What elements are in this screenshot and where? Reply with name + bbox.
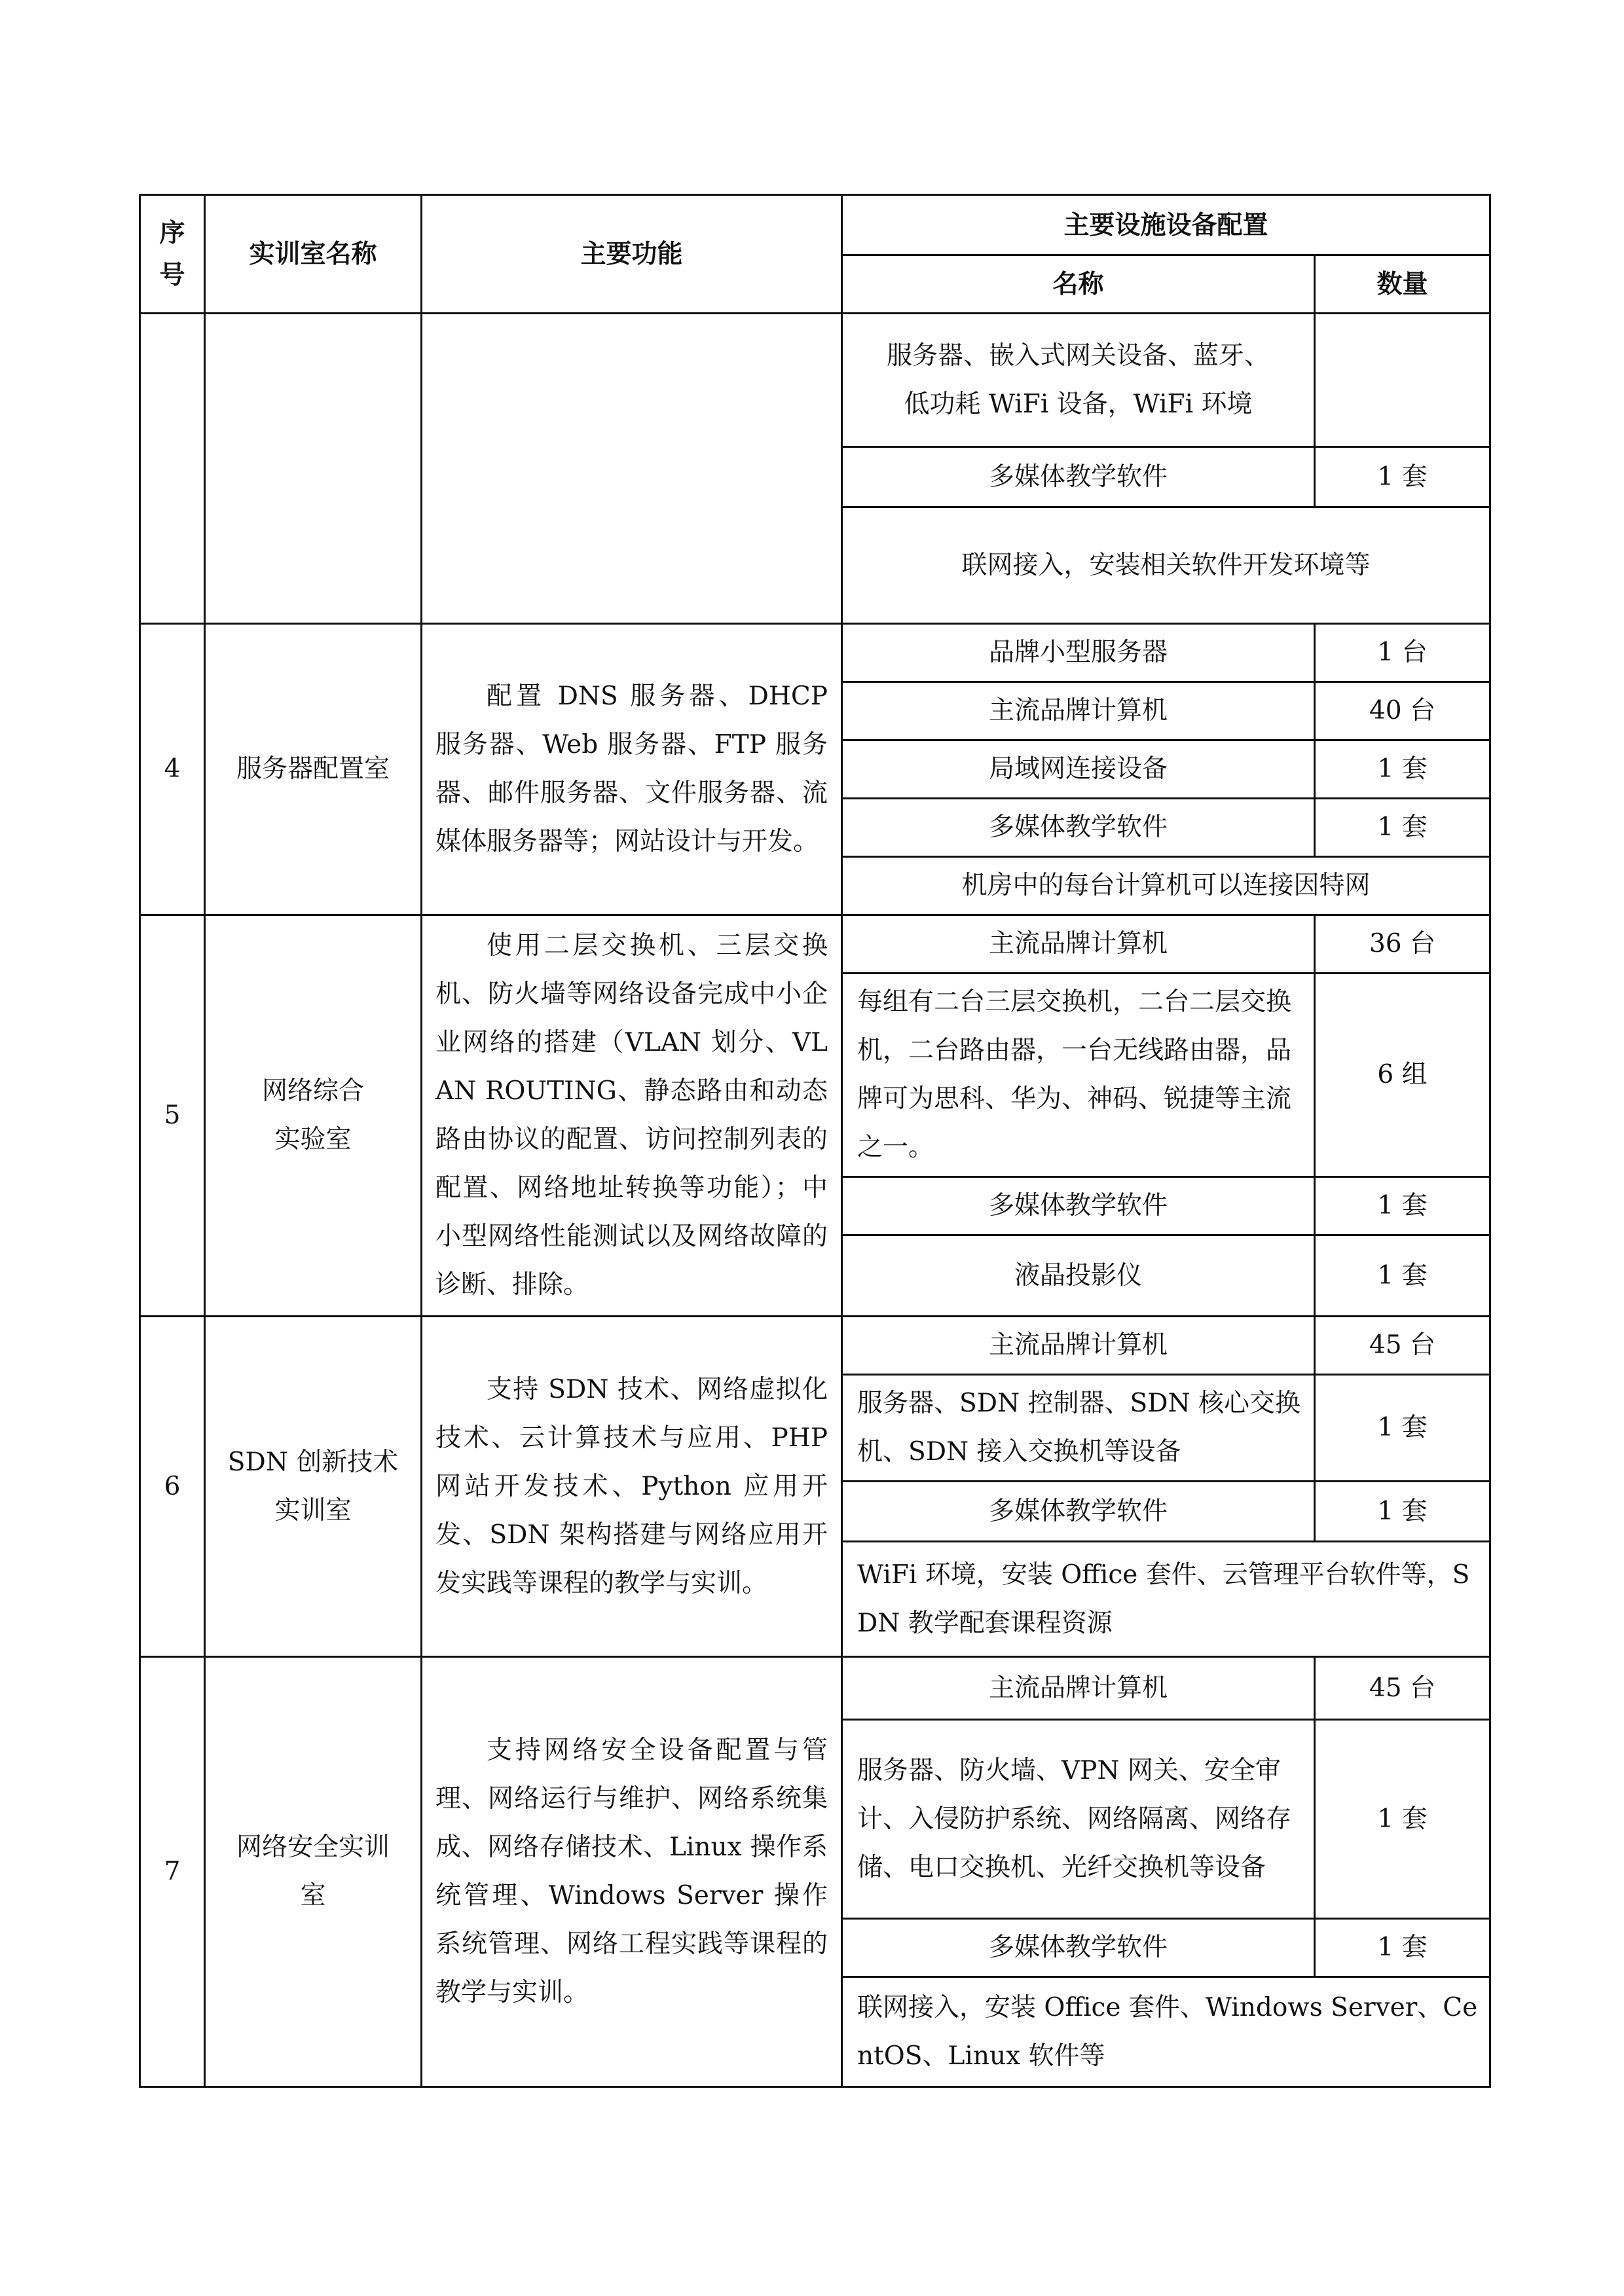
room-name-line: 网络安全实训 [236, 1832, 390, 1862]
item-name-cell: 服务器、防火墙、VPN 网关、安全审计、入侵防护系统、网络隔离、网络存储、电口交换机、光纤交换机等设备 [842, 1720, 1315, 1919]
quantity-cell: 40 台 [1315, 682, 1490, 740]
item-name-cell: 品牌小型服务器 [842, 624, 1315, 682]
quantity-cell: 1 套 [1315, 799, 1490, 857]
quantity-cell [1315, 314, 1490, 447]
room-name-line: 实训室 [274, 1495, 352, 1525]
quantity-cell: 1 套 [1315, 1177, 1490, 1235]
seq-cell: 4 [140, 624, 205, 915]
room-name-line: 实验室 [274, 1125, 352, 1154]
item-name-cell: 多媒体教学软件 [842, 1482, 1315, 1542]
quantity-cell: 36 台 [1315, 915, 1490, 974]
header-quantity: 数量 [1315, 255, 1490, 314]
item-name-cell [842, 314, 1315, 447]
table-row [140, 624, 1490, 682]
quantity-cell: 1 套 [1315, 1919, 1490, 1977]
header-seq [140, 195, 205, 314]
item-name-cell: 每组有二台三层交换机，二台二层交换机，二台路由器，一台无线路由器，品牌可为思科、华为、神码、锐捷等主流之一。 [842, 974, 1315, 1177]
seq-cell: 6 [140, 1317, 205, 1657]
room-name-cell: 服务器配置室 [205, 624, 422, 915]
quantity-cell: 1 套 [1315, 447, 1490, 507]
table-row [140, 314, 1490, 447]
room-name-line: 室 [300, 1881, 326, 1910]
quantity-cell: 1 套 [1315, 1720, 1490, 1919]
item-name-cell: 主流品牌计算机 [842, 682, 1315, 740]
item-name-cell: 主流品牌计算机 [842, 1657, 1315, 1720]
room-name-cell [205, 915, 422, 1317]
note-cell: WiFi 环境，安装 Office 套件、云管理平台软件等，SDN 教学配套课程资源 [842, 1542, 1490, 1657]
header-row [140, 195, 1490, 255]
note-cell: 联网接入，安装 Office 套件、Windows Server、CentOS、Linux 软件等 [842, 1977, 1490, 2087]
function-cell: 支持 SDN 技术、网络虚拟化技术、云计算技术与应用、PHP 网站开发技术、Python 应用开发、SDN 架构搭建与网络应用开发实践等课程的教学与实训。 [422, 1317, 842, 1657]
seq-cell: 5 [140, 915, 205, 1317]
item-name-cell: 多媒体教学软件 [842, 1919, 1315, 1977]
quantity-cell: 45 台 [1315, 1317, 1490, 1375]
quantity-cell: 1 套 [1315, 1482, 1490, 1542]
quantity-cell: 1 套 [1315, 1235, 1490, 1317]
room-name-cell [205, 1657, 422, 2087]
room-name-line: SDN 创新技术 [227, 1447, 399, 1477]
quantity-cell: 6 组 [1315, 974, 1490, 1177]
quantity-cell: 1 套 [1315, 740, 1490, 799]
item-name-cell: 多媒体教学软件 [842, 799, 1315, 857]
item-name-cell: 多媒体教学软件 [842, 447, 1315, 507]
item-name-cell: 主流品牌计算机 [842, 1317, 1315, 1375]
item-name-cell: 多媒体教学软件 [842, 1177, 1315, 1235]
header-function: 主要功能 [422, 195, 842, 314]
item-name-cell: 局域网连接设备 [842, 740, 1315, 799]
room-name-cell [205, 314, 422, 624]
room-name-line: 网络综合 [261, 1076, 364, 1106]
seq-cell: 7 [140, 1657, 205, 2087]
quantity-cell: 1 台 [1315, 624, 1490, 682]
table-row [140, 1657, 1490, 1720]
note-cell: 联网接入，安装相关软件开发环境等 [842, 507, 1490, 624]
lab-equipment-table [139, 194, 1491, 2088]
item-name-cell: 液晶投影仪 [842, 1235, 1315, 1317]
header-seq-line: 序 [159, 218, 185, 248]
function-cell: 配置 DNS 服务器、DHCP 服务器、Web 服务器、FTP 服务器、邮件服务器、文件服务器、流媒体服务器等；网站设计与开发。 [422, 624, 842, 915]
header-seq-line: 号 [159, 260, 185, 290]
header-item-name: 名称 [842, 255, 1315, 314]
item-name-line: 低功耗 WiFi 设备，WiFi 环境 [904, 389, 1253, 419]
item-name-cell: 主流品牌计算机 [842, 915, 1315, 974]
room-name-cell [205, 1317, 422, 1657]
table-row [140, 1317, 1490, 1375]
function-cell [422, 314, 842, 624]
table-row [140, 915, 1490, 974]
header-equipment-group: 主要设施设备配置 [842, 195, 1490, 255]
item-name-cell: 服务器、SDN 控制器、SDN 核心交换机、SDN 接入交换机等设备 [842, 1375, 1315, 1482]
quantity-cell: 1 套 [1315, 1375, 1490, 1482]
item-name-line: 服务器、嵌入式网关设备、蓝牙、 [886, 340, 1270, 371]
header-room-name: 实训室名称 [205, 195, 422, 314]
note-cell: 机房中的每台计算机可以连接因特网 [842, 857, 1490, 915]
seq-cell [140, 314, 205, 624]
quantity-cell: 45 台 [1315, 1657, 1490, 1720]
function-cell: 支持网络安全设备配置与管理、网络运行与维护、网络系统集成、网络存储技术、Linux 操作系统管理、Windows Server 操作系统管理、网络工程实践等课程的教学与实训。 [422, 1657, 842, 2087]
function-cell: 使用二层交换机、三层交换机、防火墙等网络设备完成中小企业网络的搭建（VLAN 划分、VLAN ROUTING、静态路由和动态路由协议的配置、访问控制列表的配置、网络地址转换等功能）；中小型网络性能测试以及网络故障的诊断、排除。 [422, 915, 842, 1317]
